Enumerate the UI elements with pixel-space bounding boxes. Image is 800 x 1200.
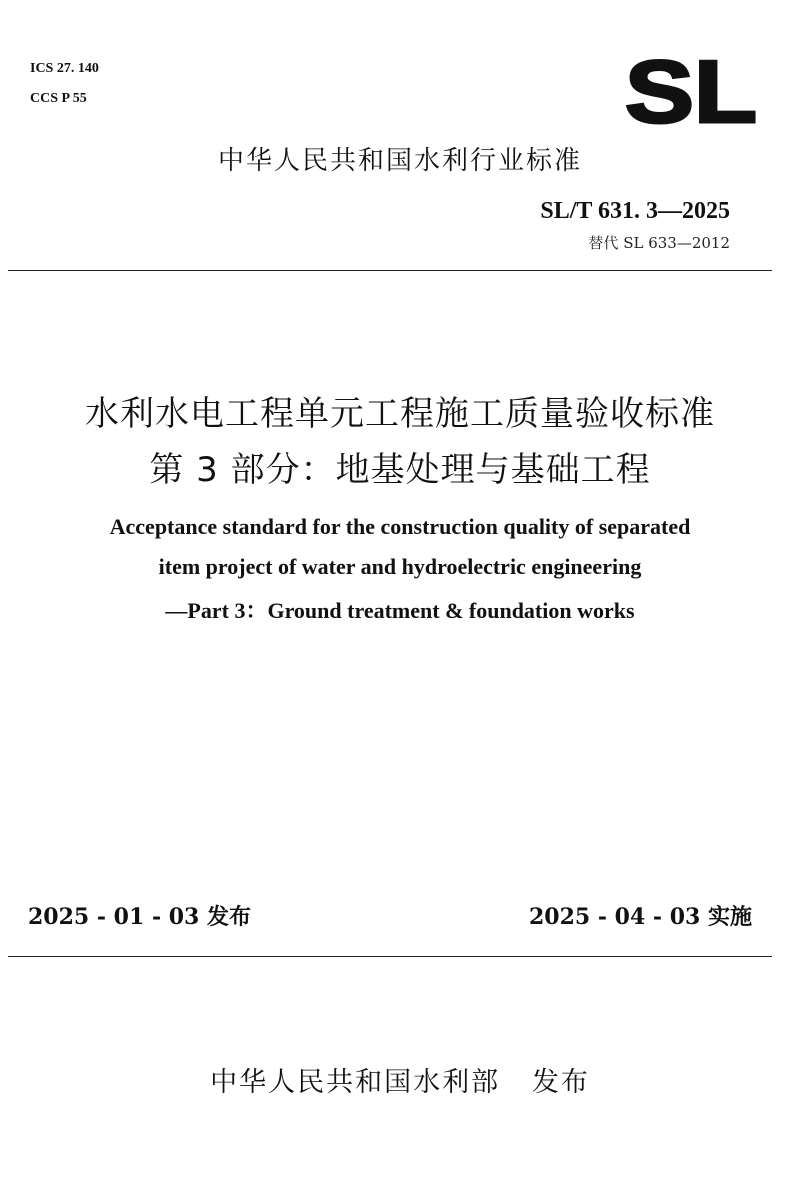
- sl-logo: [624, 54, 758, 126]
- publisher: 中华人民共和国水利部 发布: [210, 1067, 590, 1098]
- title-cn-line1: 水利水电工程单元工程施工质量验收标准: [85, 394, 715, 434]
- title-cn-line2: 第 3 部分：地基处理与基础工程: [149, 450, 651, 490]
- bottom-divider: [8, 956, 772, 957]
- issue-date: 2025 - 01 - 03 发布: [28, 904, 252, 930]
- top-divider: [8, 270, 772, 271]
- title-en-line1: Acceptance standard for the construction quality of separated: [109, 514, 691, 539]
- standard-number: SL/T 631. 3—2025: [540, 198, 730, 224]
- logo-text: SL: [625, 54, 757, 126]
- ics-code: ICS 27. 140: [30, 61, 99, 76]
- replaces-standard: 替代 SL 633—2012: [588, 234, 730, 252]
- industry-standard-heading: 中华人民共和国水利行业标准: [217, 146, 582, 176]
- ccs-code: CCS P 55: [30, 91, 87, 106]
- implementation-date: 2025 - 04 - 03 实施: [528, 904, 752, 930]
- title-en-line2: item project of water and hydroelectric engineering: [158, 554, 642, 579]
- classification-codes: [30, 54, 99, 114]
- title-en-line3: —Part 3：Ground treatment & foundation works: [165, 598, 635, 623]
